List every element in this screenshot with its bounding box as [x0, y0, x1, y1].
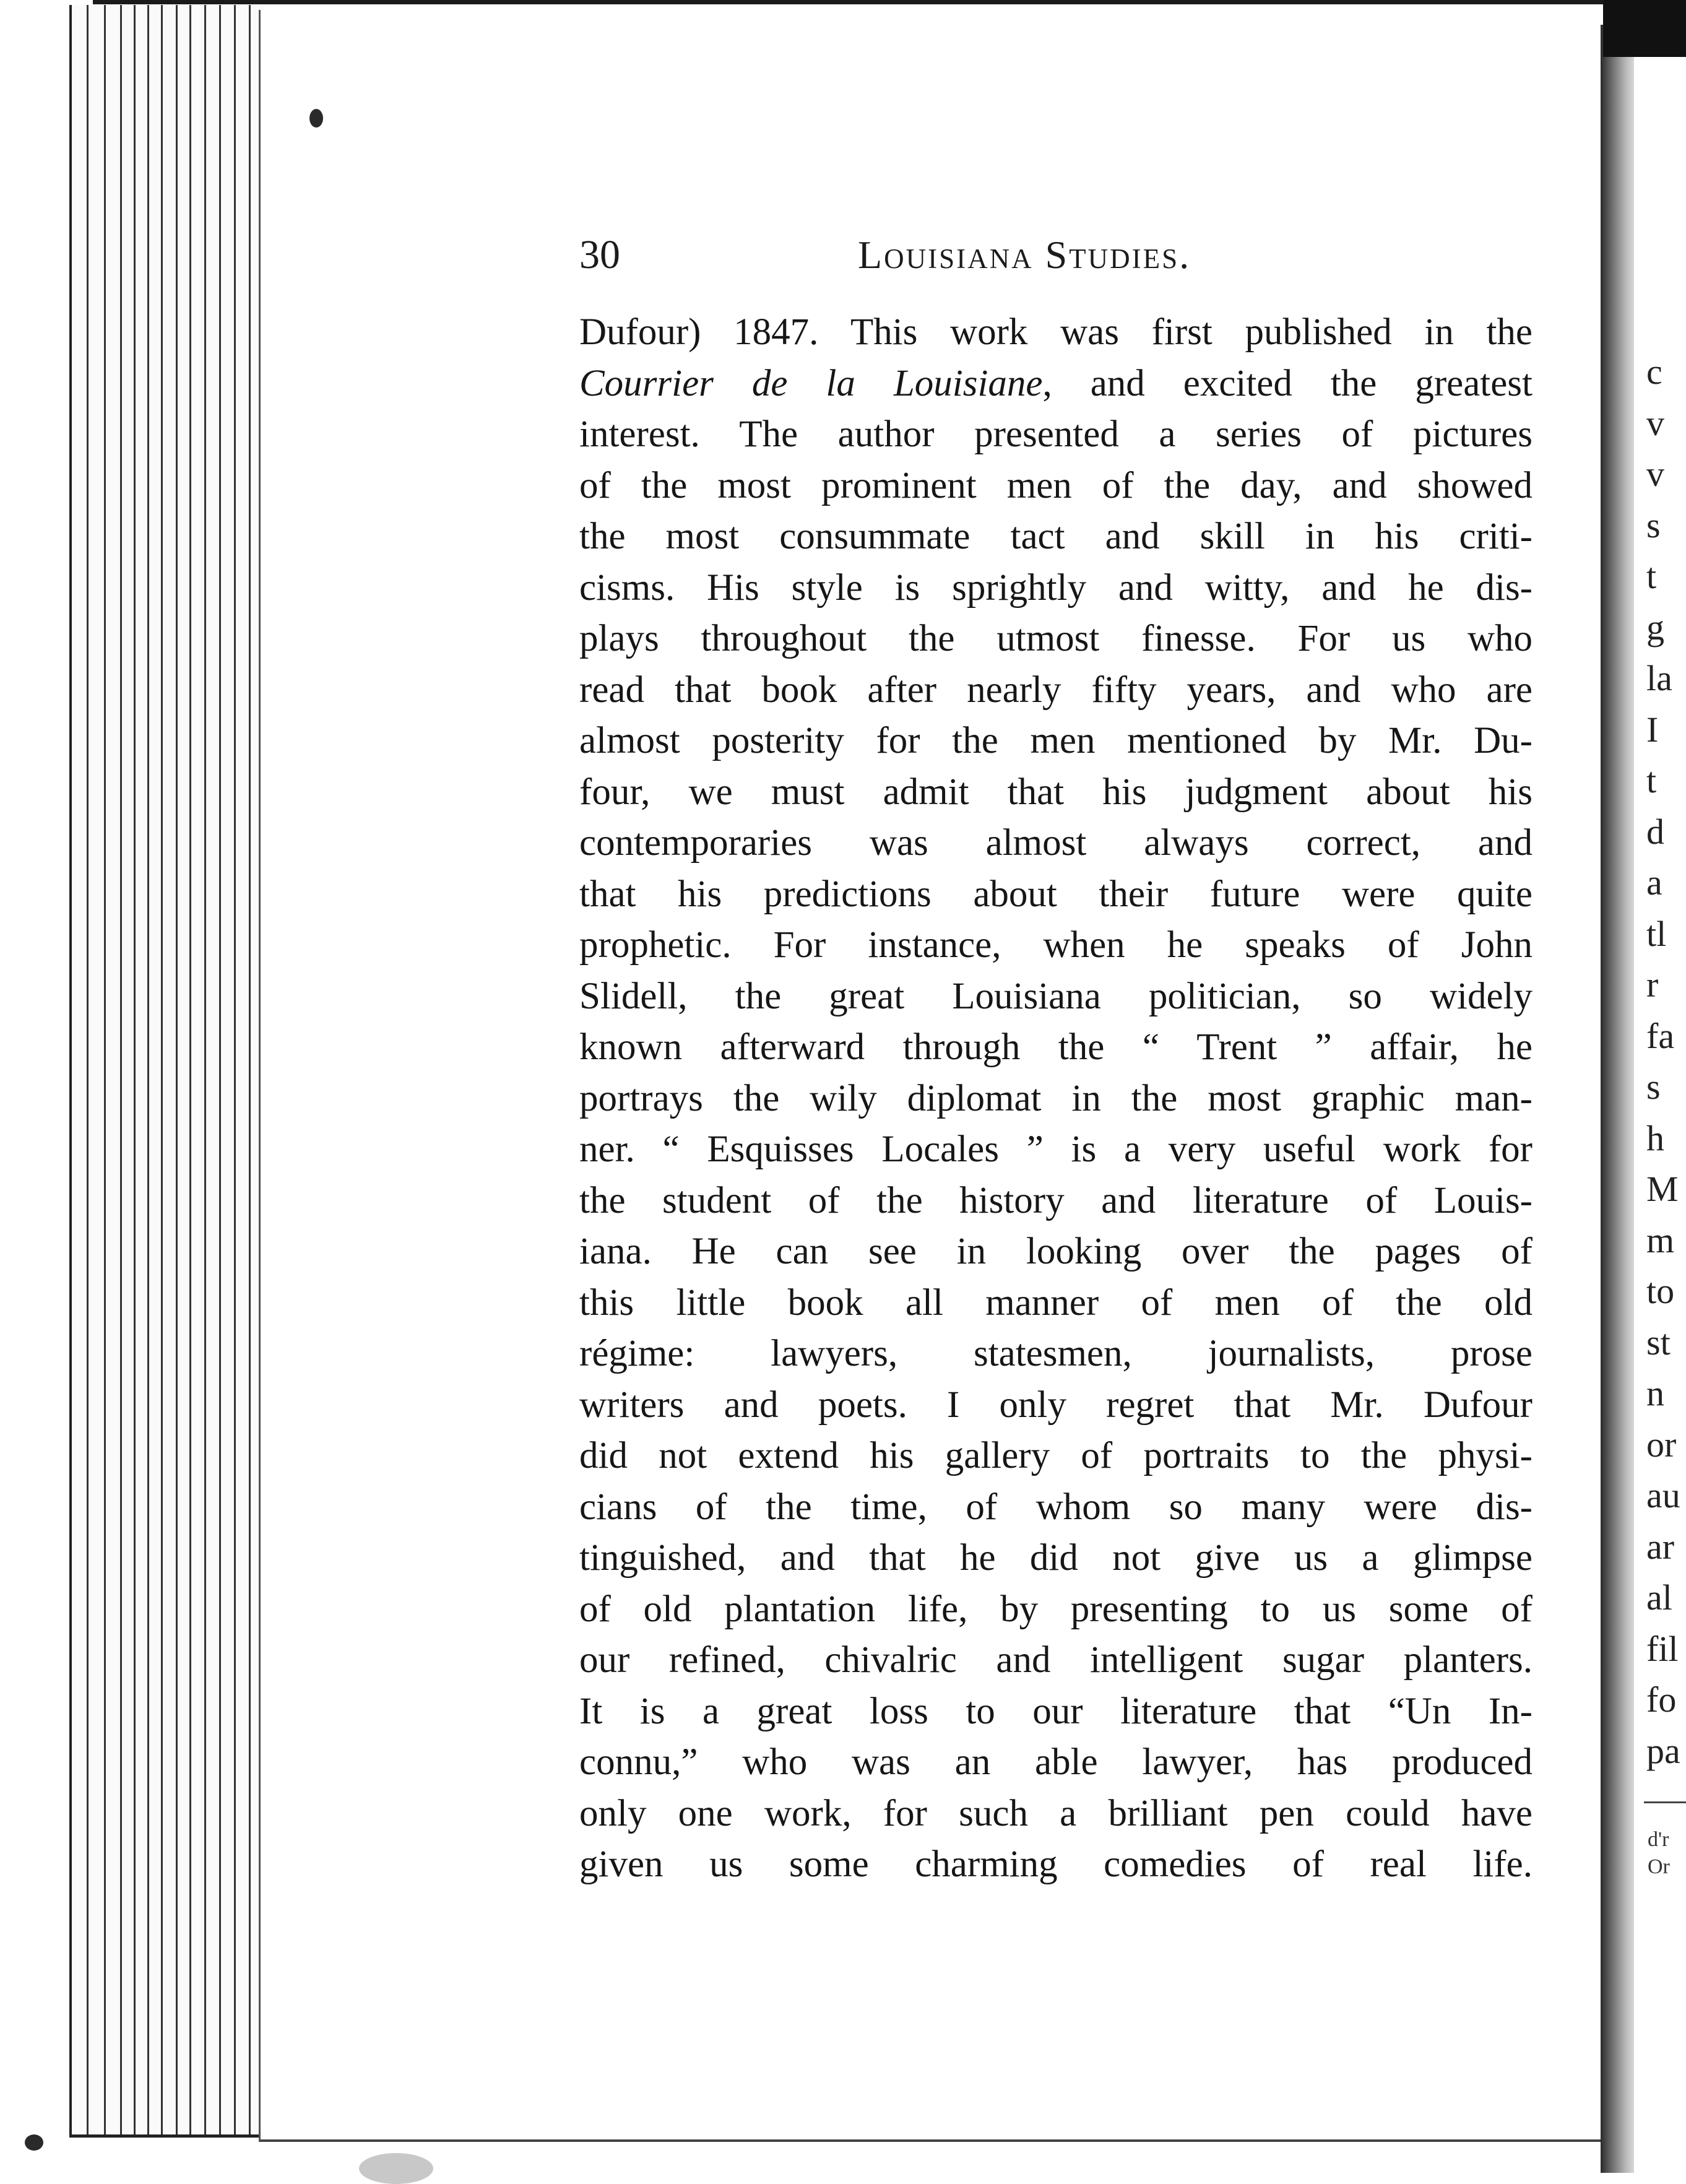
text-line: ner. “ Esquisses Locales ” is a very useful work for — [579, 1129, 1533, 1170]
facing-footnote-fragment: Or — [1648, 1855, 1670, 1878]
page-edge-line — [87, 5, 89, 2134]
running-title: Louisiana Studies. — [858, 233, 1191, 277]
facing-footnote-fragment: d'r — [1648, 1828, 1669, 1851]
page-number: 30 — [579, 232, 620, 277]
text-line: Slidell, the great Louisiana politician, so widely — [579, 975, 1533, 1017]
page-edge-line — [189, 5, 191, 2134]
facing-line-fragment: m — [1646, 1220, 1675, 1260]
text-line: régime: lawyers, statesmen, journalists, prose — [579, 1333, 1533, 1374]
text-line: portrays the wily diplomat in the most graphic man- — [579, 1077, 1533, 1119]
facing-line-fragment: s — [1646, 505, 1661, 545]
facing-line-fragment: or — [1646, 1424, 1677, 1465]
text-line: contemporaries was almost always correct, and — [579, 822, 1533, 864]
page-edge-line — [234, 5, 236, 2134]
text-line: our refined, chivalric and intelligent sugar planters. — [579, 1639, 1533, 1681]
text-line: cians of the time, of whom so many were dis- — [579, 1486, 1533, 1528]
page-edge-line — [249, 5, 251, 2134]
facing-line-fragment: fa — [1646, 1015, 1675, 1056]
newspaper-title: Courrier de la Louisiane — [579, 362, 1043, 404]
text-line: the student of the history and literature of Louis- — [579, 1179, 1533, 1221]
text-line: given us some charming comedies of real life. — [579, 1844, 1533, 1885]
text-line: the most consummate tact and skill in his criti- — [579, 516, 1533, 557]
text-line: this little book all manner of men of the old — [579, 1281, 1533, 1324]
text-line: tinguished, and that he did not give us a glimpse — [579, 1537, 1533, 1579]
text-line: almost posterity for the men mentioned by Mr. Du- — [579, 720, 1533, 761]
facing-line-fragment: au — [1646, 1475, 1680, 1515]
text-line: cisms. His style is sprightly and witty, and he dis- — [579, 566, 1533, 609]
facing-line-fragment: pa — [1646, 1730, 1680, 1771]
text-line: that his predictions about their future were quite — [579, 873, 1533, 915]
gutter-top-shadow — [1603, 0, 1686, 57]
text-line: iana. He can see in looking over the pages of — [579, 1231, 1533, 1272]
page-edge-line — [176, 5, 178, 2134]
facing-line-fragment: r — [1646, 964, 1659, 1005]
scan-blot — [359, 2153, 433, 2184]
text-line: read that book after nearly fifty years, and who are — [579, 669, 1533, 711]
facing-line-fragment: s — [1646, 1067, 1661, 1107]
facing-line-fragment: h — [1646, 1117, 1664, 1158]
text-line: plays throughout the utmost finesse. For us who — [579, 618, 1533, 659]
facing-line-fragment: tl — [1646, 913, 1667, 954]
page-edge-line — [204, 5, 206, 2134]
text-line: of the most prominent men of the day, and showed — [579, 464, 1533, 506]
text-line: It is a great loss to our literature that “Un In- — [579, 1690, 1533, 1732]
text-line: Dufour) 1847. This work was first published in the — [579, 311, 1533, 353]
stacked-page-edges — [69, 5, 265, 2138]
text-line: of old plantation life, by presenting to us some of — [579, 1588, 1533, 1630]
text-line: known afterward through the “ Trent ” affair, he — [579, 1026, 1533, 1068]
text-line: only one work, for such a brilliant pen could have — [579, 1792, 1533, 1834]
facing-page-footnote — [1648, 1826, 1670, 1881]
facing-line-fragment: d — [1646, 811, 1664, 852]
facing-line-fragment: n — [1646, 1373, 1664, 1413]
page-edge-line — [161, 5, 163, 2134]
facing-line-fragment: al — [1646, 1577, 1672, 1618]
page-edge-line — [104, 5, 106, 2134]
facing-line-fragment: to — [1646, 1271, 1675, 1311]
text-line: did not extend his gallery of portraits to the physi- — [579, 1435, 1533, 1476]
page-edge-line — [219, 5, 221, 2134]
page-edge-line — [134, 5, 136, 2134]
text-line: Courrier de la Louisiane, and excited the greatest — [579, 362, 1533, 404]
body-text — [579, 307, 1533, 1891]
facing-line-fragment: v — [1646, 454, 1664, 494]
text-line: interest. The author presented a series of pictures — [579, 414, 1533, 455]
top-edge-shadow — [93, 0, 1603, 4]
facing-line-fragment: ar — [1646, 1526, 1675, 1567]
facing-line-fragment: fo — [1646, 1679, 1677, 1720]
facing-line-fragment: fil — [1646, 1628, 1679, 1669]
scan-speck — [309, 109, 323, 128]
facing-line-fragment: I — [1646, 709, 1659, 750]
facing-line-fragment: a — [1646, 862, 1662, 903]
facing-page-fragments — [1646, 347, 1686, 1777]
scan-speck — [25, 2134, 43, 2151]
facing-line-fragment: la — [1646, 658, 1672, 698]
text-line: four, we must admit that his judgment about his — [579, 771, 1533, 813]
text-line: connu,” who was an able lawyer, has produced — [579, 1741, 1533, 1783]
facing-line-fragment: t — [1646, 556, 1657, 596]
text-line: writers and poets. I only regret that Mr. Dufour — [579, 1384, 1533, 1426]
text-line: prophetic. For instance, when he speaks of John — [579, 924, 1533, 966]
facing-line-fragment: g — [1646, 607, 1664, 648]
page-edge-line — [147, 5, 149, 2134]
book-gutter-shadow — [1601, 25, 1634, 2173]
running-head — [579, 224, 1533, 286]
page-edge-line — [120, 5, 122, 2134]
facing-line-fragment: v — [1646, 402, 1664, 443]
facing-line-fragment: c — [1646, 352, 1662, 392]
facing-line-fragment: st — [1646, 1322, 1671, 1363]
facing-page-footnote-rule — [1644, 1801, 1686, 1803]
facing-line-fragment: M — [1646, 1169, 1679, 1209]
facing-line-fragment: t — [1646, 760, 1657, 800]
